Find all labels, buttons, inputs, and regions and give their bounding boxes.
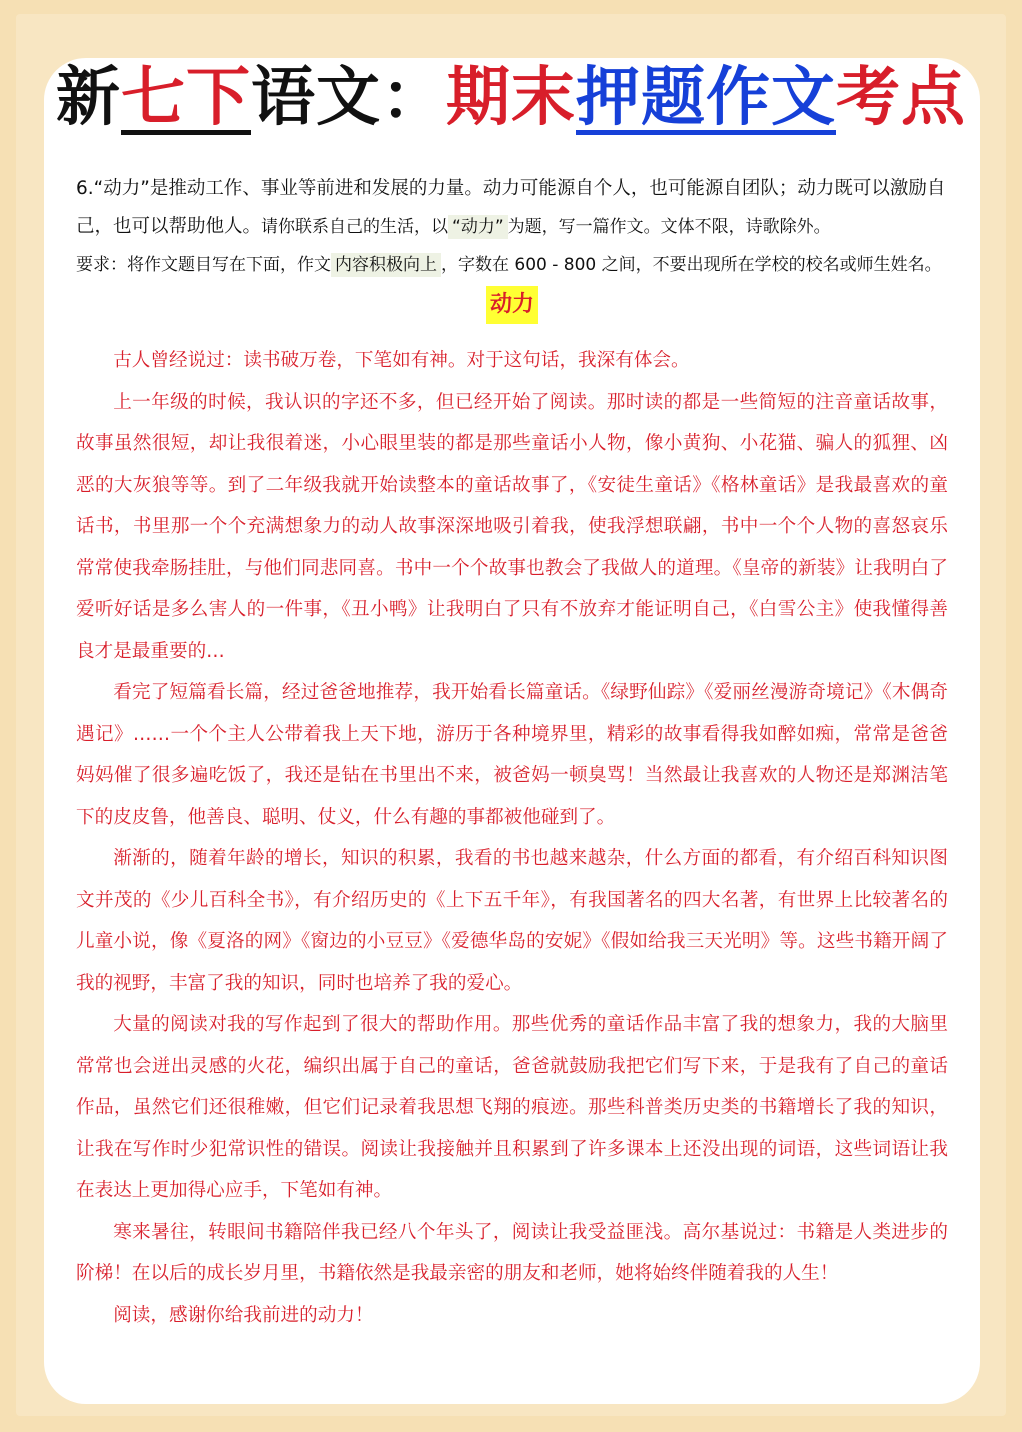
prompt-instruction-tail: 为题，写一篇作文。文体不限，诗歌除外。	[507, 217, 831, 237]
essay-paragraph: 古人曾经说过：读书破万卷，下笔如有神。对于这句话，我深有体会。	[113, 350, 690, 371]
essay-paragraph: 寒来暑往，转眼间书籍陪伴我已经八个年头了，阅读让我受益匪浅。高尔基说过：书籍是人类进步的阶梯！在以后的成长岁月里，书籍依然是我最亲密的朋友和老师，她将始终伴随着我的人生！	[76, 1221, 948, 1284]
essay-paragraph: 渐渐的，随着年龄的增长，知识的积累，我看的书也越来越杂，什么方面的都看，有介绍百科知识图文并茂的《少儿百科全书》，有介绍历史的《上下五千年》，有我国著名的四大名著，有世界上比较著名的儿童小说，像《夏洛的网》《窗边的小豆豆》《爱德华岛的安妮》《假如给我三天光明》等。这些书籍开阔了我的视野，丰富了我的知识，同时也培养了我的爱心。	[76, 848, 948, 994]
title-part-final: 期末	[446, 60, 576, 135]
title-part-essay: 作文	[706, 60, 836, 135]
prompt-positive-highlight: 内容积极向上	[331, 253, 441, 277]
prompt-topic-highlight: “动力”	[448, 215, 508, 239]
title-part-subject: 语文：	[251, 60, 446, 135]
prompt-requirements-tail: ，字数在 600 - 800 之间，不要出现所在学校的校名或师生姓名。	[441, 255, 942, 275]
page-title	[0, 60, 1022, 137]
essay-body	[76, 340, 948, 1336]
essay-title: 动力	[486, 286, 538, 324]
essay-paragraph: 上一年级的时候，我认识的字还不多，但已经开始了阅读。那时读的都是一些简短的注音童话故事，故事虽然很短，却让我很着迷，小心眼里装的都是那些童话小人物，像小黄狗、小花猫、骗人的狐狸、凶恶的大灰狼等等。到了二年级我就开始读整本的童话故事了，《安徒生童话》《格林童话》是我最喜欢的童话书，书里那一个个充满想象力的动人故事深深地吸引着我，使我浮想联翩，书中一个个人物的喜怒哀乐常常使我牵肠挂肚，与他们同悲同喜。书中一个个故事也教会了我做人的道理。《皇帝的新装》让我明白了爱听好话是多么害人的一件事，《丑小鸭》让我明白了只有不放弃才能证明自己，《白雪公主》使我懂得善良才是最重要的…	[76, 391, 948, 662]
prompt-definition: 6.“动力”是推动工作、事业等前进和发展的力量。动力可能源自个人，也可能源自团队；动力既可以激励自己，也可以帮助他人。	[76, 178, 946, 237]
prompt-requirements: 要求：将作文题目写在下面，作文	[76, 255, 331, 275]
essay-paragraph: 看完了短篇看长篇，经过爸爸地推荐，我开始看长篇童话。《绿野仙踪》《爱丽丝漫游奇境记》《木偶奇遇记》……一个个主人公带着我上天下地，游历于各种境界里，精彩的故事看得我如醉如痴，常常是爸爸妈妈催了很多遍吃饭了，我还是钻在书里出不来，被爸妈一顿臭骂！当然最让我喜欢的人物还是郑渊洁笔下的皮皮鲁，他善良、聪明、仗义，什么有趣的事都被他碰到了。	[76, 682, 948, 828]
title-part-new: 新	[56, 60, 121, 135]
essay-prompt	[76, 170, 956, 284]
essay-paragraph: 大量的阅读对我的写作起到了很大的帮助作用。那些优秀的童话作品丰富了我的想象力，我的大脑里常常也会迸出灵感的火花，编织出属于自己的童话，爸爸就鼓励我把它们写下来，于是我有了自己的童话作品，虽然它们还很稚嫩，但它们记录着我思想飞翔的痕迹。那些科普类历史类的书籍增长了我的知识，让我在写作时少犯常识性的错误。阅读让我接触并且积累到了许多课本上还没出现的词语，这些词语让我在表达上更加得心应手，下笔如有神。	[76, 1014, 948, 1201]
prompt-instruction: 请你联系自己的生活，以	[261, 217, 449, 237]
title-part-grade: 七下	[121, 60, 251, 135]
title-part-predict: 押题	[576, 60, 706, 135]
title-part-points: 考点	[836, 60, 966, 135]
essay-paragraph: 阅读，感谢你给我前进的动力！	[113, 1304, 374, 1326]
